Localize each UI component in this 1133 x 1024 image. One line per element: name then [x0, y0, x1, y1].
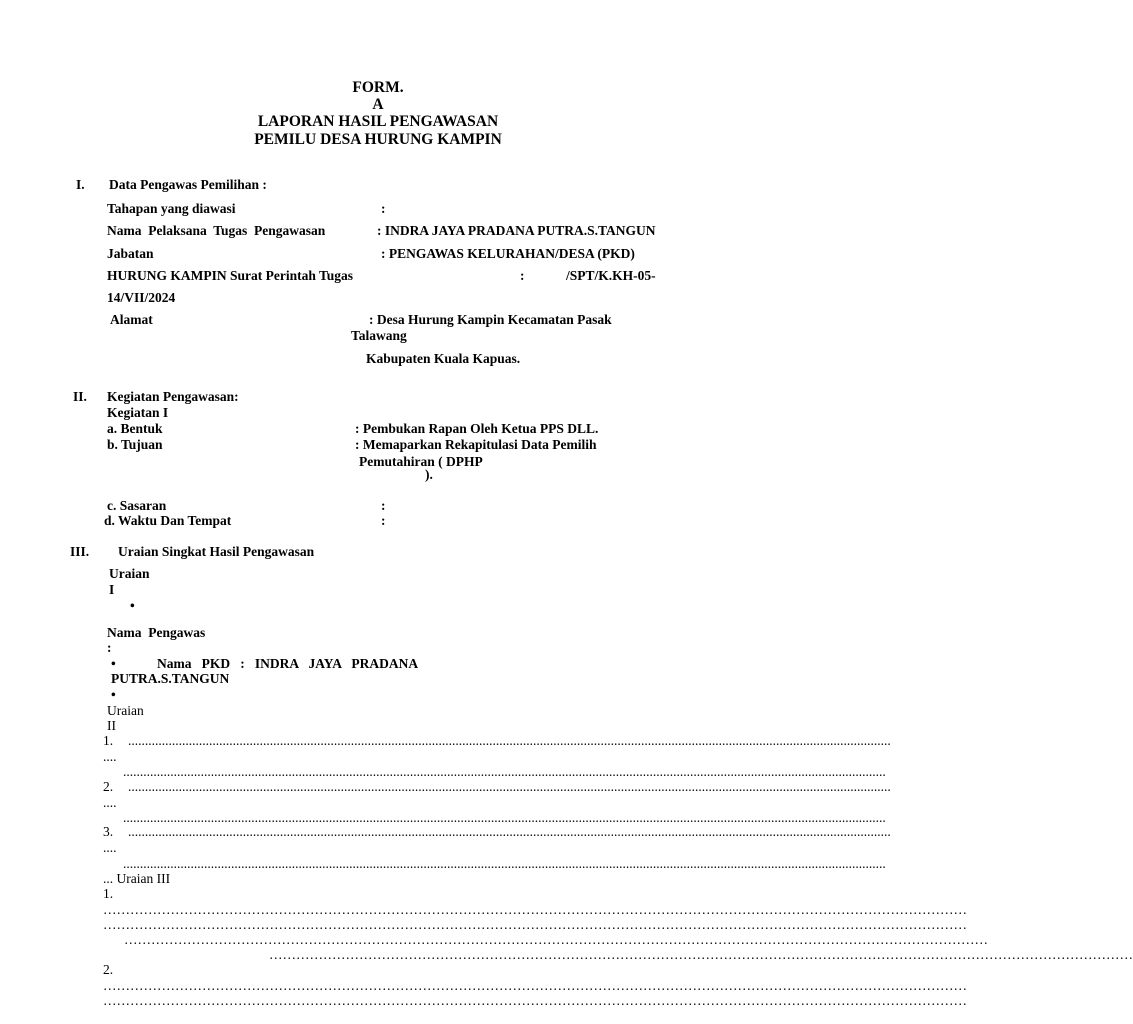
dotted-line: ..................................................................................................................................................................................................................................	[123, 856, 886, 871]
section-3-title: Uraian Singkat Hasil Pengawasan	[118, 544, 315, 559]
bullet-2: •	[111, 656, 116, 671]
alamat-kabupaten: Kabupaten Kuala Kapuas.	[366, 351, 521, 366]
uraian-2-number: II	[107, 718, 116, 733]
nama-pelaksana-label: Nama Pelaksana Tugas Pengawasan	[107, 223, 326, 238]
uraian-3-item-2-number: 2.	[103, 962, 114, 977]
alamat-value: : Desa Hurung Kampin Kecamatan Pasak	[369, 312, 612, 327]
dotted-line: ..................................................................................................................................................................................................................................	[128, 824, 891, 839]
uraian-2-label: Uraian	[107, 703, 144, 718]
ellipsis-line: …………………………………………………………………………………………………………………………………………………………………………	[124, 932, 988, 947]
spt-value-cont: 14/VII/2024	[107, 290, 176, 305]
bullet-3: •	[111, 687, 116, 702]
uraian-3-label: ... Uraian III	[103, 871, 171, 886]
report-title: LAPORAN HASIL PENGAWASAN	[257, 113, 499, 130]
spt-value: /SPT/K.KH-05-	[566, 268, 656, 283]
alamat-label: Alamat	[110, 312, 153, 327]
waktu-label: d. Waktu Dan Tempat	[104, 513, 232, 528]
tujuan-value-cont: Pemutahiran ( DPHP	[359, 454, 483, 469]
dotted-line: ..................................................................................................................................................................................................................................	[123, 810, 886, 825]
nama-pengawas-colon: :	[107, 640, 112, 655]
short-dots: ....	[103, 749, 117, 764]
tahapan-colon: :	[381, 201, 386, 216]
nama-pelaksana-value: : INDRA JAYA PRADANA PUTRA.S.TANGUN	[377, 223, 656, 238]
section-1-title: Data Pengawas Pemilihan :	[109, 177, 267, 192]
form-label: FORM.	[352, 79, 404, 96]
section-1-number: I.	[76, 177, 85, 192]
item-2-number: 2.	[103, 779, 114, 794]
bullet-1: •	[130, 598, 135, 613]
ellipsis-line: …………………………………………………………………………………………………………………………………………………………………………	[103, 978, 967, 993]
ellipsis-line: …………………………………………………………………………………………………………………………………………………………………………	[103, 902, 967, 917]
dotted-line: ..................................................................................................................................................................................................................................	[128, 733, 891, 748]
item-3-number: 3.	[103, 824, 114, 839]
tujuan-label: b. Tujuan	[107, 437, 163, 452]
form-letter: A	[372, 96, 384, 113]
spt-label: HURUNG KAMPIN Surat Perintah Tugas	[107, 268, 354, 283]
sasaran-colon: :	[381, 498, 386, 513]
short-dots: ....	[103, 795, 117, 810]
kegiatan-label: Kegiatan I	[107, 405, 169, 420]
alamat-value-cont: Talawang	[351, 328, 407, 343]
dotted-line: ..................................................................................................................................................................................................................................	[123, 764, 886, 779]
ellipsis-line: …………………………………………………………………………………………………………………………………………………………………………	[103, 993, 967, 1008]
section-3-number: III.	[70, 544, 90, 559]
ellipsis-line: …………………………………………………………………………………………………………………………………………………………………………	[103, 917, 967, 932]
uraian-1-label: Uraian	[109, 566, 150, 581]
report-subtitle: PEMILU DESA HURUNG KAMPIN	[254, 131, 502, 148]
bentuk-value: : Pembukan Rapan Oleh Ketua PPS DLL.	[355, 421, 599, 436]
jabatan-value: : PENGAWAS KELURAHAN/DESA (PKD)	[381, 246, 635, 261]
uraian-1-number: I	[109, 582, 115, 597]
nama-pkd-line: Nama PKD : INDRA JAYA PRADANA	[157, 656, 419, 671]
nama-pengawas-label: Nama Pengawas	[107, 625, 206, 640]
item-1-number: 1.	[103, 733, 114, 748]
uraian-3-item-1-number: 1.	[103, 886, 114, 901]
tahapan-label: Tahapan yang diawasi	[107, 201, 236, 216]
tujuan-value: : Memaparkan Rekapitulasi Data Pemilih	[355, 437, 597, 452]
dotted-line: ..................................................................................................................................................................................................................................	[128, 779, 891, 794]
jabatan-label: Jabatan	[107, 246, 154, 261]
section-2-number: II.	[73, 389, 87, 404]
nama-pkd-line-cont: PUTRA.S.TANGUN	[111, 671, 230, 686]
bentuk-label: a. Bentuk	[107, 421, 163, 436]
waktu-colon: :	[381, 513, 386, 528]
sasaran-label: c. Sasaran	[107, 498, 167, 513]
tujuan-value-end: ).	[425, 467, 433, 482]
spt-colon: :	[520, 268, 525, 283]
short-dots: ....	[103, 840, 117, 855]
section-2-title: Kegiatan Pengawasan:	[107, 389, 239, 404]
ellipsis-line: …………………………………………………………………………………………………………………………………………………………………………	[269, 947, 1133, 962]
